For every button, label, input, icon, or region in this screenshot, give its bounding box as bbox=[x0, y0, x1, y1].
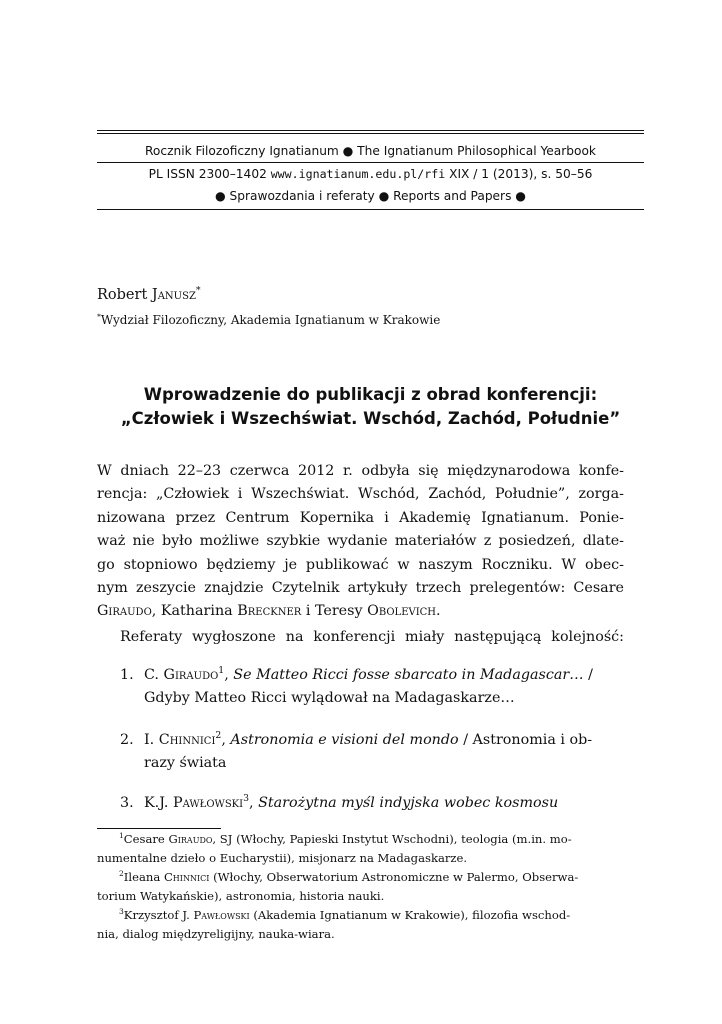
list-item-line: K.J. Pawłowski$^3$, Starożytna myśl indyjska wobec kosmosu bbox=[144, 793, 559, 811]
title-line-1: Wprowadzenie do publikacji z obrad konferencji: bbox=[143, 385, 598, 404]
footnote-number: 2 bbox=[119, 869, 124, 879]
list-item-text bbox=[144, 792, 624, 815]
author-initial: C. bbox=[144, 667, 159, 683]
paper-title: Astronomia e visioni del mondo bbox=[230, 732, 459, 748]
footnote-line bbox=[97, 906, 624, 925]
footnote-name: Giraudo bbox=[168, 832, 213, 846]
paper-author: Chinnici bbox=[158, 732, 216, 748]
footnote-text: Cesare bbox=[123, 832, 165, 846]
paragraph-line: W dniach 22–23 czerwca 2012 r. odbyła się międzynarodowa konfe- bbox=[97, 463, 624, 479]
footnote-line: nia, dialog międzyreligijny, nauka-wiara. bbox=[97, 927, 335, 941]
footnote-line bbox=[97, 868, 624, 887]
paragraph-text: . bbox=[436, 603, 441, 620]
paper-separator: / bbox=[583, 667, 593, 683]
footnote-ref[interactable]: 1 bbox=[218, 665, 225, 677]
list-item-line: Gdyby Matteo Ricci wylądował na Madagaskarze… bbox=[144, 690, 515, 707]
header-bottom-rule bbox=[97, 209, 644, 210]
author-first-name: Robert bbox=[97, 287, 148, 303]
footnote-line: torium Watykańskie), astronomia, historia nauki. bbox=[97, 889, 385, 903]
footnote-line bbox=[97, 830, 624, 849]
author-initial: I. bbox=[144, 732, 155, 748]
footnote-text: Krzysztof J. bbox=[123, 908, 190, 922]
speaker-name: Obolevich bbox=[367, 603, 437, 620]
paper-author: Giraudo bbox=[163, 667, 219, 683]
footnote-text: , SJ (Włochy, Papieski Instytut Wschodni), teologia (m.in. mo- bbox=[212, 832, 572, 846]
speaker-name: Breckner bbox=[237, 603, 302, 620]
paragraph-line-names bbox=[97, 577, 624, 600]
paper-title: Se Matteo Ricci fosse sbarcato in Madagascar… bbox=[233, 667, 584, 683]
paragraph-line: Referaty wygłoszone na konferencji miały następującą kolejność: bbox=[120, 629, 624, 645]
header-top-rule bbox=[97, 130, 644, 134]
footnote-2 bbox=[97, 868, 624, 906]
journal-name-line: Rocznik Filozoficzny Ignatianum ● The Ignatianum Philosophical Yearbook bbox=[145, 144, 596, 158]
footnote-number: 3 bbox=[119, 907, 124, 917]
footnote-3 bbox=[97, 906, 624, 944]
article-title bbox=[97, 383, 644, 431]
paper-author: Pawłowski bbox=[172, 795, 244, 811]
paragraph-text: nym zeszycie znajdzie Czytelnik artykuły trzech prelegentów: Cesare bbox=[97, 580, 624, 597]
speaker-name: Giraudo bbox=[97, 603, 152, 620]
footnote-number: 1 bbox=[119, 831, 124, 841]
paper-title: Starożytna myśl indyjska wobec kosmosu bbox=[258, 795, 559, 811]
footnote-name: Pawłowski bbox=[193, 908, 250, 922]
footnote-ref[interactable]: 2 bbox=[215, 730, 222, 742]
journal-section-line: ● Sprawozdania i referaty ● Reports and Papers ● bbox=[215, 189, 526, 203]
list-number: 2. bbox=[120, 732, 134, 748]
paragraph-line: waż nie było możliwe szybkie wydanie materiałów z posiedzeń, dlate- bbox=[97, 533, 624, 550]
title-line-2: „Człowiek i Wszechświat. Wschód, Zachód, Południe” bbox=[120, 409, 621, 428]
journal-header bbox=[97, 130, 644, 210]
paragraph-order bbox=[120, 626, 624, 649]
paragraph-line: rencja: „Człowiek i Wszechświat. Wschód, Zachód, Południe”, zorga- bbox=[97, 486, 624, 503]
author-mark: * bbox=[195, 285, 201, 297]
paragraph-line: go stopniowo będziemy je publikować w naszym Roczniku. W obec- bbox=[97, 556, 624, 573]
author-name bbox=[97, 287, 201, 303]
journal-url[interactable]: www.ignatianum.edu.pl/rfi bbox=[270, 167, 446, 181]
journal-volume: XIX / 1 (2013), s. 50–56 bbox=[449, 167, 593, 181]
paragraph-line: nizowana przez Centrum Kopernika i Akademię Ignatianum. Ponie- bbox=[97, 509, 624, 526]
paragraph-text: i Teresy bbox=[301, 603, 363, 620]
footnote-name: Chinnici bbox=[163, 870, 210, 884]
footnote-text: (Włochy, Obserwatorium Astronomiczne w Palermo, Obserwa- bbox=[209, 870, 579, 884]
list-number: 3. bbox=[120, 795, 134, 811]
footnote-line: numentalne dzieło o Eucharystii), misjonarz na Madagaskarze. bbox=[97, 851, 468, 865]
list-item-line: I. Chinnici$^2$, Astronomia e visioni del mondo / Astronomia i ob- bbox=[144, 730, 593, 748]
list-number: 1. bbox=[120, 667, 134, 683]
journal-issn: PL ISSN 2300–1402 bbox=[148, 167, 267, 181]
author-affiliation bbox=[97, 313, 440, 327]
footnote-text: (Akademia Ignatianum w Krakowie), filozofia wschod- bbox=[249, 908, 571, 922]
footnote-1 bbox=[97, 830, 624, 868]
list-item-text bbox=[144, 664, 624, 711]
list-item-line: razy świata bbox=[144, 755, 227, 772]
author-last-name: Janusz bbox=[151, 287, 196, 303]
affiliation-text: Wydział Filozoficzny, Akademia Ignatianum w Krakowie bbox=[100, 313, 441, 327]
paper-separator: / Astronomia i ob- bbox=[458, 732, 593, 748]
author-initial: K.J. bbox=[144, 795, 169, 811]
affiliation-mark: * bbox=[97, 312, 101, 321]
list-item-line: C. Giraudo$^1$, Se Matteo Ricci fosse sbarcato in Madagascar… / bbox=[144, 665, 593, 683]
paragraph-intro bbox=[97, 460, 624, 624]
paragraph-text: , Katharina bbox=[151, 603, 233, 620]
paragraph-line-names-cont bbox=[97, 600, 624, 623]
journal-issn-line bbox=[97, 163, 644, 185]
footnote-text: Ileana bbox=[123, 870, 161, 884]
footnote-rule bbox=[97, 828, 221, 829]
footnote-ref[interactable]: 3 bbox=[243, 793, 250, 805]
list-item-text bbox=[144, 729, 624, 776]
